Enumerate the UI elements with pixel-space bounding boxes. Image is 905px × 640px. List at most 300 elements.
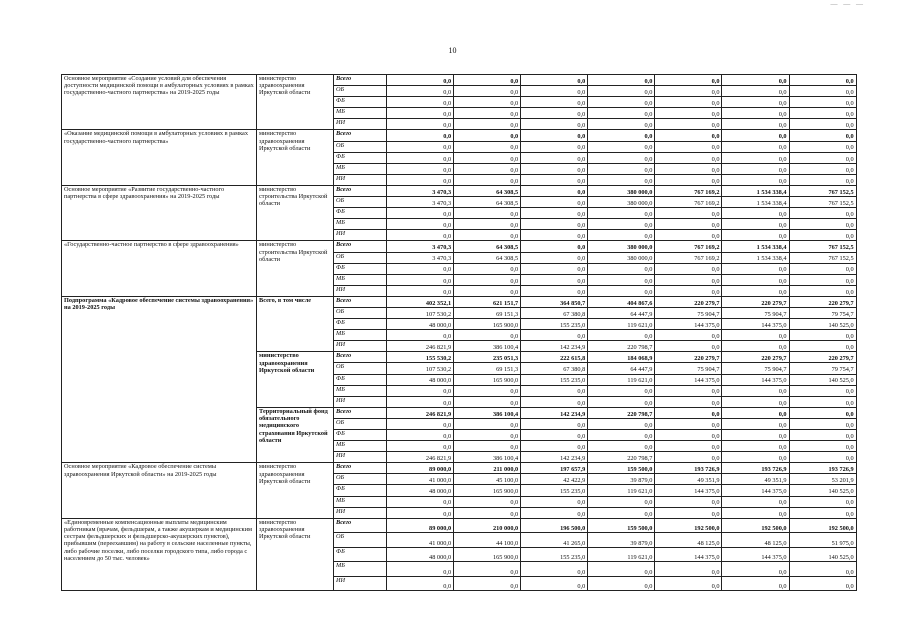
amount-cell: 0,0 xyxy=(655,385,722,396)
amount-cell: 0,0 xyxy=(655,208,722,219)
amount-cell: 165 900,0 xyxy=(454,374,521,385)
amount-cell: 45 100,0 xyxy=(454,474,521,485)
amount-cell: 140 525,0 xyxy=(789,319,856,330)
funding-source: ИИ xyxy=(334,341,387,352)
amount-cell: 155 235,0 xyxy=(521,374,588,385)
amount-cell: 144 375,0 xyxy=(722,374,789,385)
amount-cell: 0,0 xyxy=(588,119,655,130)
amount-cell: 140 525,0 xyxy=(789,485,856,496)
amount-cell: 0,0 xyxy=(387,119,454,130)
amount-cell: 48 000,0 xyxy=(387,485,454,496)
amount-cell: 0,0 xyxy=(655,407,722,418)
amount-cell: 0,0 xyxy=(588,263,655,274)
amount-cell: 246 821,9 xyxy=(387,452,454,463)
amount-cell: 0,0 xyxy=(722,208,789,219)
amount-cell: 192 500,0 xyxy=(789,518,856,533)
amount-cell: 0,0 xyxy=(789,174,856,185)
amount-cell: 0,0 xyxy=(722,430,789,441)
amount-cell: 42 422,9 xyxy=(521,474,588,485)
funding-source: ОБ xyxy=(334,474,387,485)
amount-cell: 0,0 xyxy=(387,230,454,241)
amount-cell: 220 798,7 xyxy=(588,452,655,463)
amount-cell: 119 621,0 xyxy=(588,319,655,330)
amount-cell: 0,0 xyxy=(387,86,454,97)
funding-source: ОБ xyxy=(334,252,387,263)
amount-cell: 0,0 xyxy=(588,396,655,407)
amount-cell: 197 657,9 xyxy=(521,463,588,474)
amount-cell: 0,0 xyxy=(521,97,588,108)
amount-cell: 0,0 xyxy=(521,75,588,86)
amount-cell: 0,0 xyxy=(588,230,655,241)
amount-cell: 41 000,0 xyxy=(387,533,454,548)
responsible-executor: министерство здравоохранения Иркутской области xyxy=(257,75,334,130)
amount-cell: 0,0 xyxy=(722,141,789,152)
amount-cell: 210 000,0 xyxy=(454,518,521,533)
amount-cell: 0,0 xyxy=(454,274,521,285)
amount-cell: 155 235,0 xyxy=(521,319,588,330)
amount-cell: 0,0 xyxy=(588,507,655,518)
amount-cell: 380 000,0 xyxy=(588,197,655,208)
funding-source: МБ xyxy=(334,163,387,174)
amount-cell: 0,0 xyxy=(521,108,588,119)
measure-name: Подпрограмма «Кадровое обеспечение системы здравоохранения» на 2019-2025 годы xyxy=(62,296,257,462)
amount-cell: 0,0 xyxy=(454,97,521,108)
amount-cell: 0,0 xyxy=(655,396,722,407)
amount-cell: 0,0 xyxy=(588,141,655,152)
amount-cell: 0,0 xyxy=(521,185,588,196)
amount-cell: 0,0 xyxy=(387,141,454,152)
amount-cell: 3 470,3 xyxy=(387,241,454,252)
amount-cell: 48 000,0 xyxy=(387,547,454,562)
amount-cell: 1 534 338,4 xyxy=(722,252,789,263)
funding-source: ОБ xyxy=(334,533,387,548)
amount-cell: 165 900,0 xyxy=(454,547,521,562)
funding-source: ИИ xyxy=(334,230,387,241)
amount-cell: 0,0 xyxy=(588,130,655,141)
amount-cell: 0,0 xyxy=(789,341,856,352)
funding-source: Всего xyxy=(334,407,387,418)
responsible-executor: министерство строительства Иркутской области xyxy=(257,241,334,296)
amount-cell: 0,0 xyxy=(588,174,655,185)
funding-source: ФБ xyxy=(334,374,387,385)
funding-source: ОБ xyxy=(334,307,387,318)
amount-cell: 767 169,2 xyxy=(655,241,722,252)
amount-cell: 0,0 xyxy=(789,152,856,163)
amount-cell: 0,0 xyxy=(454,441,521,452)
amount-cell: 0,0 xyxy=(387,285,454,296)
amount-cell: 0,0 xyxy=(588,152,655,163)
amount-cell: 0,0 xyxy=(722,163,789,174)
amount-cell: 0,0 xyxy=(722,507,789,518)
amount-cell: 0,0 xyxy=(789,274,856,285)
amount-cell: 0,0 xyxy=(521,141,588,152)
amount-cell: 0,0 xyxy=(521,163,588,174)
amount-cell: 0,0 xyxy=(789,97,856,108)
amount-cell: 184 068,9 xyxy=(588,352,655,363)
amount-cell: 69 151,3 xyxy=(454,307,521,318)
amount-cell: 767 169,2 xyxy=(655,185,722,196)
amount-cell: 3 470,3 xyxy=(387,252,454,263)
amount-cell: 119 621,0 xyxy=(588,485,655,496)
amount-cell: 0,0 xyxy=(655,441,722,452)
amount-cell: 0,0 xyxy=(454,496,521,507)
amount-cell: 0,0 xyxy=(655,418,722,429)
amount-cell: 0,0 xyxy=(521,418,588,429)
amount-cell: 49 351,9 xyxy=(722,474,789,485)
amount-cell: 144 375,0 xyxy=(655,374,722,385)
amount-cell: 767 152,5 xyxy=(789,252,856,263)
amount-cell: 0,0 xyxy=(387,108,454,119)
amount-cell: 0,0 xyxy=(521,130,588,141)
amount-cell: 0,0 xyxy=(588,496,655,507)
amount-cell: 0,0 xyxy=(722,407,789,418)
funding-source: Всего xyxy=(334,352,387,363)
funding-source: МБ xyxy=(334,562,387,577)
amount-cell: 0,0 xyxy=(521,152,588,163)
amount-cell: 0,0 xyxy=(454,418,521,429)
amount-cell: 0,0 xyxy=(655,274,722,285)
amount-cell: 0,0 xyxy=(454,86,521,97)
amount-cell: 0,0 xyxy=(387,430,454,441)
funding-source: Всего xyxy=(334,241,387,252)
amount-cell: 0,0 xyxy=(387,507,454,518)
amount-cell: 0,0 xyxy=(454,430,521,441)
amount-cell: 0,0 xyxy=(655,108,722,119)
amount-cell: 0,0 xyxy=(588,418,655,429)
amount-cell: 64 308,5 xyxy=(454,197,521,208)
amount-cell: 0,0 xyxy=(722,86,789,97)
amount-cell: 0,0 xyxy=(588,86,655,97)
amount-cell: 0,0 xyxy=(521,562,588,577)
table-row xyxy=(62,296,857,307)
funding-source: ОБ xyxy=(334,418,387,429)
amount-cell: 64 447,9 xyxy=(588,363,655,374)
amount-cell: 0,0 xyxy=(521,119,588,130)
amount-cell: 220 279,7 xyxy=(789,296,856,307)
page-number: 10 xyxy=(448,46,457,55)
amount-cell: 3 470,3 xyxy=(387,185,454,196)
amount-cell: 0,0 xyxy=(722,341,789,352)
amount-cell: 89 000,0 xyxy=(387,518,454,533)
amount-cell: 0,0 xyxy=(521,86,588,97)
amount-cell: 380 000,0 xyxy=(588,241,655,252)
amount-cell: 107 530,2 xyxy=(387,363,454,374)
amount-cell: 0,0 xyxy=(588,330,655,341)
amount-cell: 0,0 xyxy=(454,230,521,241)
amount-cell: 0,0 xyxy=(588,285,655,296)
amount-cell: 0,0 xyxy=(655,163,722,174)
amount-cell: 196 500,0 xyxy=(521,518,588,533)
amount-cell: 193 726,9 xyxy=(789,463,856,474)
amount-cell: 0,0 xyxy=(789,496,856,507)
funding-source: ИИ xyxy=(334,507,387,518)
funding-source: ФБ xyxy=(334,547,387,562)
amount-cell: 246 821,9 xyxy=(387,341,454,352)
amount-cell: 0,0 xyxy=(588,108,655,119)
amount-cell: 75 904,7 xyxy=(655,307,722,318)
amount-cell: 380 000,0 xyxy=(588,185,655,196)
amount-cell: 1 534 338,4 xyxy=(722,241,789,252)
responsible-executor: министерство здравоохранения Иркутской области xyxy=(257,518,334,591)
funding-source: МБ xyxy=(334,441,387,452)
amount-cell: 0,0 xyxy=(722,396,789,407)
amount-cell: 0,0 xyxy=(454,108,521,119)
funding-source: ФБ xyxy=(334,485,387,496)
amount-cell: 0,0 xyxy=(655,230,722,241)
amount-cell: 0,0 xyxy=(789,576,856,591)
amount-cell: 0,0 xyxy=(655,341,722,352)
funding-source: Всего xyxy=(334,296,387,307)
budget-table xyxy=(61,74,857,591)
amount-cell: 0,0 xyxy=(789,141,856,152)
amount-cell: 220 279,7 xyxy=(789,352,856,363)
amount-cell: 0,0 xyxy=(521,252,588,263)
amount-cell: 39 879,0 xyxy=(588,474,655,485)
amount-cell: 0,0 xyxy=(521,197,588,208)
amount-cell: 0,0 xyxy=(588,274,655,285)
amount-cell: 0,0 xyxy=(454,507,521,518)
table-row xyxy=(62,130,857,141)
amount-cell: 0,0 xyxy=(722,418,789,429)
funding-source: МБ xyxy=(334,219,387,230)
funding-source: МБ xyxy=(334,496,387,507)
funding-source: ИИ xyxy=(334,396,387,407)
amount-cell: 144 375,0 xyxy=(655,547,722,562)
amount-cell: 0,0 xyxy=(655,75,722,86)
funding-source: Всего xyxy=(334,463,387,474)
amount-cell: 0,0 xyxy=(588,208,655,219)
funding-source: ИИ xyxy=(334,452,387,463)
amount-cell: 0,0 xyxy=(454,75,521,86)
amount-cell: 0,0 xyxy=(521,330,588,341)
amount-cell: 0,0 xyxy=(521,385,588,396)
amount-cell: 0,0 xyxy=(387,97,454,108)
measure-name: «Государственно-частное партнерство в сфере здравоохранения» xyxy=(62,241,257,296)
amount-cell: 0,0 xyxy=(655,576,722,591)
amount-cell: 0,0 xyxy=(722,152,789,163)
amount-cell: 0,0 xyxy=(387,163,454,174)
amount-cell: 0,0 xyxy=(387,441,454,452)
amount-cell: 0,0 xyxy=(387,576,454,591)
amount-cell: 1 534 338,4 xyxy=(722,197,789,208)
amount-cell: 89 000,0 xyxy=(387,463,454,474)
responsible-executor: Всего, в том числе xyxy=(257,296,334,351)
amount-cell: 402 352,1 xyxy=(387,296,454,307)
amount-cell: 767 152,5 xyxy=(789,185,856,196)
amount-cell: 48 000,0 xyxy=(387,319,454,330)
amount-cell: 0,0 xyxy=(722,285,789,296)
amount-cell: 0,0 xyxy=(655,174,722,185)
amount-cell: 0,0 xyxy=(387,385,454,396)
amount-cell: 0,0 xyxy=(387,396,454,407)
amount-cell: 0,0 xyxy=(722,263,789,274)
amount-cell: 0,0 xyxy=(655,263,722,274)
scan-marks: — — — xyxy=(830,0,865,8)
funding-source: ФБ xyxy=(334,208,387,219)
amount-cell: 0,0 xyxy=(655,141,722,152)
measure-name: Основное мероприятие «Развитие государственно-частного партнерства в сфере здравоохранения» на 2019-2025 годы xyxy=(62,185,257,240)
amount-cell: 767 152,5 xyxy=(789,241,856,252)
amount-cell: 0,0 xyxy=(655,97,722,108)
amount-cell: 404 867,6 xyxy=(588,296,655,307)
amount-cell: 0,0 xyxy=(521,208,588,219)
amount-cell: 0,0 xyxy=(387,208,454,219)
amount-cell: 0,0 xyxy=(655,130,722,141)
amount-cell: 0,0 xyxy=(655,430,722,441)
responsible-executor: министерство здравоохранения Иркутской области xyxy=(257,463,334,518)
responsible-executor: министерство здравоохранения Иркутской области xyxy=(257,130,334,185)
amount-cell: 0,0 xyxy=(722,385,789,396)
amount-cell: 1 534 338,4 xyxy=(722,185,789,196)
amount-cell: 0,0 xyxy=(521,174,588,185)
funding-source: ФБ xyxy=(334,152,387,163)
amount-cell: 0,0 xyxy=(655,119,722,130)
amount-cell: 0,0 xyxy=(588,430,655,441)
amount-cell: 0,0 xyxy=(454,330,521,341)
funding-source: ОБ xyxy=(334,363,387,374)
amount-cell: 0,0 xyxy=(722,562,789,577)
amount-cell: 380 000,0 xyxy=(588,252,655,263)
amount-cell: 48 125,0 xyxy=(722,533,789,548)
amount-cell: 0,0 xyxy=(722,130,789,141)
amount-cell: 386 100,4 xyxy=(454,341,521,352)
amount-cell: 0,0 xyxy=(789,385,856,396)
amount-cell: 220 798,7 xyxy=(588,407,655,418)
amount-cell: 0,0 xyxy=(789,285,856,296)
funding-source: ФБ xyxy=(334,263,387,274)
amount-cell: 49 351,9 xyxy=(655,474,722,485)
amount-cell: 64 308,5 xyxy=(454,185,521,196)
funding-source: МБ xyxy=(334,274,387,285)
amount-cell: 0,0 xyxy=(521,430,588,441)
amount-cell: 0,0 xyxy=(454,385,521,396)
measure-name: Основное мероприятие «Создание условий для обеспечения доступности медицинской помощи в амбулаторных условиях в рамках государственно-частного партнерства» на 2019-2025 годы xyxy=(62,75,257,130)
amount-cell: 222 615,8 xyxy=(521,352,588,363)
amount-cell: 155 530,2 xyxy=(387,352,454,363)
funding-source: ФБ xyxy=(334,430,387,441)
amount-cell: 211 000,0 xyxy=(454,463,521,474)
funding-source: ОБ xyxy=(334,86,387,97)
amount-cell: 107 530,2 xyxy=(387,307,454,318)
amount-cell: 75 904,7 xyxy=(722,363,789,374)
amount-cell: 0,0 xyxy=(521,241,588,252)
amount-cell: 0,0 xyxy=(588,75,655,86)
amount-cell: 0,0 xyxy=(789,507,856,518)
amount-cell: 0,0 xyxy=(789,418,856,429)
amount-cell: 0,0 xyxy=(454,152,521,163)
amount-cell: 0,0 xyxy=(722,496,789,507)
amount-cell: 220 279,7 xyxy=(722,296,789,307)
amount-cell: 0,0 xyxy=(454,130,521,141)
amount-cell: 67 380,8 xyxy=(521,363,588,374)
amount-cell: 155 235,0 xyxy=(521,485,588,496)
amount-cell: 0,0 xyxy=(588,219,655,230)
amount-cell: 0,0 xyxy=(521,496,588,507)
amount-cell: 142 234,9 xyxy=(521,407,588,418)
amount-cell: 0,0 xyxy=(521,274,588,285)
funding-source: ИИ xyxy=(334,285,387,296)
amount-cell: 0,0 xyxy=(789,441,856,452)
amount-cell: 0,0 xyxy=(387,219,454,230)
amount-cell: 0,0 xyxy=(722,441,789,452)
amount-cell: 0,0 xyxy=(521,285,588,296)
amount-cell: 220 279,7 xyxy=(722,352,789,363)
amount-cell: 144 375,0 xyxy=(722,547,789,562)
amount-cell: 0,0 xyxy=(789,86,856,97)
amount-cell: 0,0 xyxy=(454,285,521,296)
amount-cell: 3 470,3 xyxy=(387,197,454,208)
amount-cell: 79 754,7 xyxy=(789,307,856,318)
amount-cell: 0,0 xyxy=(789,407,856,418)
amount-cell: 0,0 xyxy=(655,86,722,97)
amount-cell: 0,0 xyxy=(789,230,856,241)
amount-cell: 0,0 xyxy=(789,263,856,274)
funding-source: ОБ xyxy=(334,141,387,152)
amount-cell: 0,0 xyxy=(789,430,856,441)
amount-cell: 0,0 xyxy=(722,452,789,463)
amount-cell: 67 380,8 xyxy=(521,307,588,318)
amount-cell: 159 500,0 xyxy=(588,463,655,474)
amount-cell: 0,0 xyxy=(387,274,454,285)
budget-table-body xyxy=(62,75,857,591)
amount-cell: 0,0 xyxy=(655,152,722,163)
funding-source: ФБ xyxy=(334,319,387,330)
amount-cell: 0,0 xyxy=(789,75,856,86)
amount-cell: 0,0 xyxy=(387,130,454,141)
amount-cell: 0,0 xyxy=(722,108,789,119)
amount-cell: 0,0 xyxy=(454,208,521,219)
amount-cell: 0,0 xyxy=(655,285,722,296)
amount-cell: 119 621,0 xyxy=(588,374,655,385)
amount-cell: 0,0 xyxy=(588,385,655,396)
amount-cell: 0,0 xyxy=(588,441,655,452)
measure-name: Основное мероприятие «Кадровое обеспечение системы здравоохранения Иркутской области» на 2019-2025 годы xyxy=(62,463,257,518)
amount-cell: 48 000,0 xyxy=(387,374,454,385)
amount-cell: 48 125,0 xyxy=(655,533,722,548)
funding-source: ИИ xyxy=(334,174,387,185)
amount-cell: 0,0 xyxy=(387,152,454,163)
amount-cell: 0,0 xyxy=(521,263,588,274)
amount-cell: 0,0 xyxy=(521,507,588,518)
amount-cell: 193 726,9 xyxy=(655,463,722,474)
amount-cell: 0,0 xyxy=(454,119,521,130)
responsible-executor: министерство строительства Иркутской области xyxy=(257,185,334,240)
amount-cell: 0,0 xyxy=(789,163,856,174)
funding-source: ИИ xyxy=(334,119,387,130)
amount-cell: 767 152,5 xyxy=(789,197,856,208)
measure-name: «Единовременные компенсационные выплаты медицинским работникам (врачам, фельдшерам, а также акушеркам и медицинским сестрам фельдшерских и фельдшерско-акушерских пунктов), прибывшим (переехавшим) на работу в сельские населенные пункты, либо рабочие поселки, либо поселки городского типа, либо города с населением до 50 тыс. человек» xyxy=(62,518,257,591)
table-row xyxy=(62,463,857,474)
amount-cell: 192 500,0 xyxy=(722,518,789,533)
amount-cell: 0,0 xyxy=(722,97,789,108)
measure-name: «Оказание медицинской помощи в амбулаторных условиях в рамках государственно-частного партнерства» xyxy=(62,130,257,185)
amount-cell: 0,0 xyxy=(789,562,856,577)
amount-cell: 0,0 xyxy=(655,219,722,230)
amount-cell: 0,0 xyxy=(789,119,856,130)
amount-cell: 41 000,0 xyxy=(387,474,454,485)
amount-cell: 192 500,0 xyxy=(655,518,722,533)
funding-source: МБ xyxy=(334,330,387,341)
amount-cell: 0,0 xyxy=(789,219,856,230)
amount-cell: 0,0 xyxy=(387,75,454,86)
amount-cell: 69 151,3 xyxy=(454,363,521,374)
amount-cell: 220 279,7 xyxy=(655,296,722,307)
amount-cell: 0,0 xyxy=(521,396,588,407)
funding-source: ИИ xyxy=(334,576,387,591)
amount-cell: 0,0 xyxy=(655,562,722,577)
amount-cell: 0,0 xyxy=(722,174,789,185)
amount-cell: 0,0 xyxy=(722,75,789,86)
